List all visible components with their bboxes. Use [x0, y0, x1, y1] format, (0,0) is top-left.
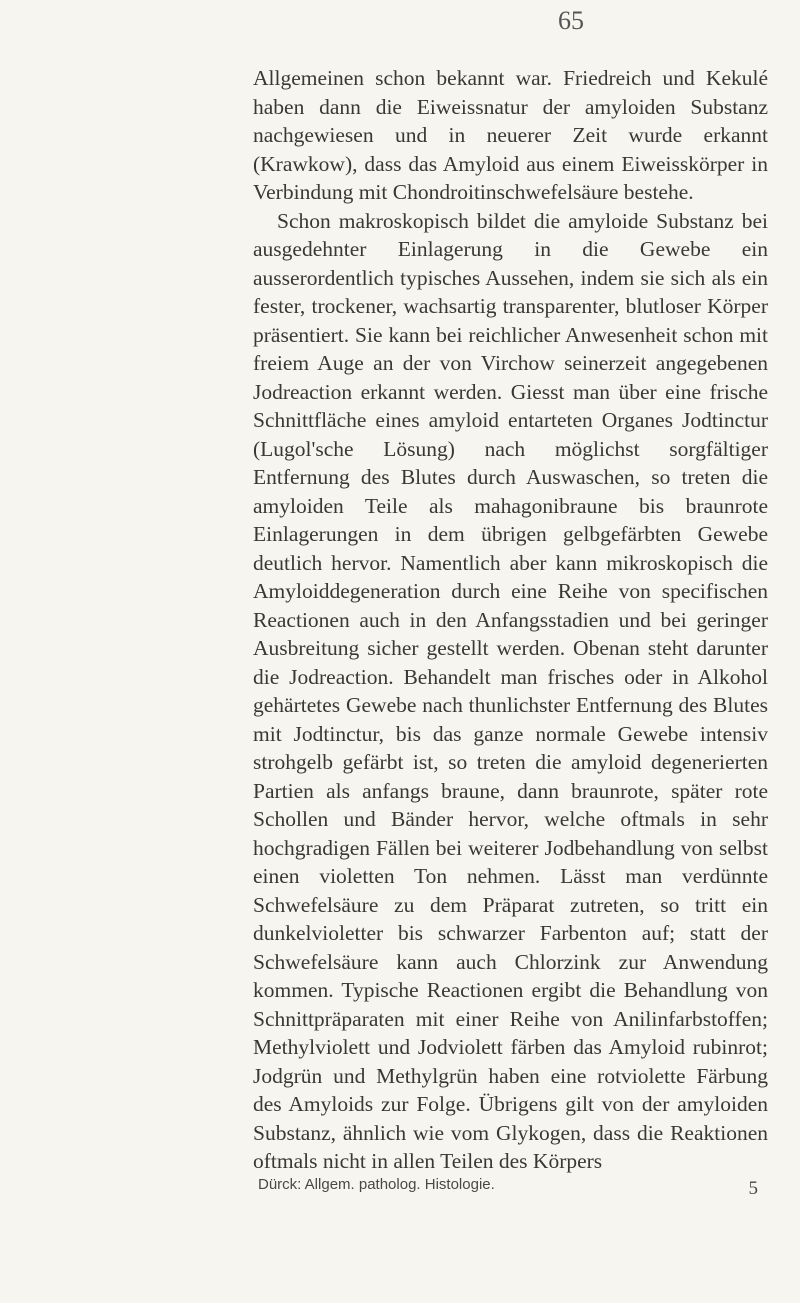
page-footer [258, 1176, 758, 1199]
page-number: 65 [558, 6, 584, 35]
paragraph-2: Schon makroskopisch bildet die amyloide Substanz bei ausgedehnter Einlagerung in die Gewebe ein ausserordentlich typisches Aussehen, indem sie sich als ein fester, trockener, wachsartig transparenter, blutloser Körper präsentiert. Sie kann bei reichlicher Anwesenheit schon mit freiem Auge an der von Virchow seinerzeit angegebenen Jodreaction erkannt werden. Giesst man über eine frische Schnittfläche eines amyloid entarteten Organes Jodtinctur (Lugol'sche Lösung) nach möglichst sorgfältiger Entfernung des Blutes durch Auswaschen, so treten die amyloiden Teile als mahagonibraune bis braunrote Einlagerungen in dem übrigen gelbgefärbten Gewebe deutlich hervor. Namentlich aber kann mikroskopisch die Amyloiddegeneration durch eine Reihe von specifischen Reactionen auch in den Anfangsstadien und bei geringer Ausbreitung sicher gestellt werden. Obenan steht darunter die Jodreaction. Behandelt man frisches oder in Alkohol gehärtetes Gewebe nach thunlichster Entfernung des Blutes mit Jodtinctur, bis das ganze normale Gewebe intensiv strohgelb gefärbt ist, so treten die amyloid degenerierten Partien als anfangs braune, dann braunrote, später rote Schollen und Bänder hervor, welche oftmals in sehr hochgradigen Fällen bei weiterer Jodbehandlung von selbst einen violetten Ton nehmen. Lässt man verdünnte Schwefelsäure zu dem Präparat zutreten, so tritt ein dunkelvioletter bis schwarzer Farbenton auf; statt der Schwefelsäure kann auch Chlorzink zur Anwendung kommen. Typische Reactionen ergibt die Behandlung von Schnittpräparaten mit einer Reihe von Anilinfarbstoffen; Methylviolett und Jodviolett färben das Amyloid rubinrot; Jodgrün und Methylgrün haben eine rotviolette Färbung des Amyloids zur Folge. Übrigens gilt von der amyloiden Substanz, ähnlich wie vom Glykogen, dass die Reaktionen oftmals nicht in allen Teilen des Körpers [253, 208, 768, 1173]
body-text [253, 64, 768, 1176]
paragraph-1: Allgemeinen schon bekannt war. Friedreich und Kekulé haben dann die Eiweissnatur der amyloiden Substanz nachgewiesen und in neuerer Zeit wurde erkannt (Krawkow), dass das Amyloid aus einem Eiweisskörper in Verbindung mit Chondroitinschwefelsäure bestehe. [253, 66, 768, 204]
signature-mark: 5 [748, 1178, 758, 1199]
running-title: Dürck: Allgem. patholog. Histologie. [258, 1176, 495, 1193]
